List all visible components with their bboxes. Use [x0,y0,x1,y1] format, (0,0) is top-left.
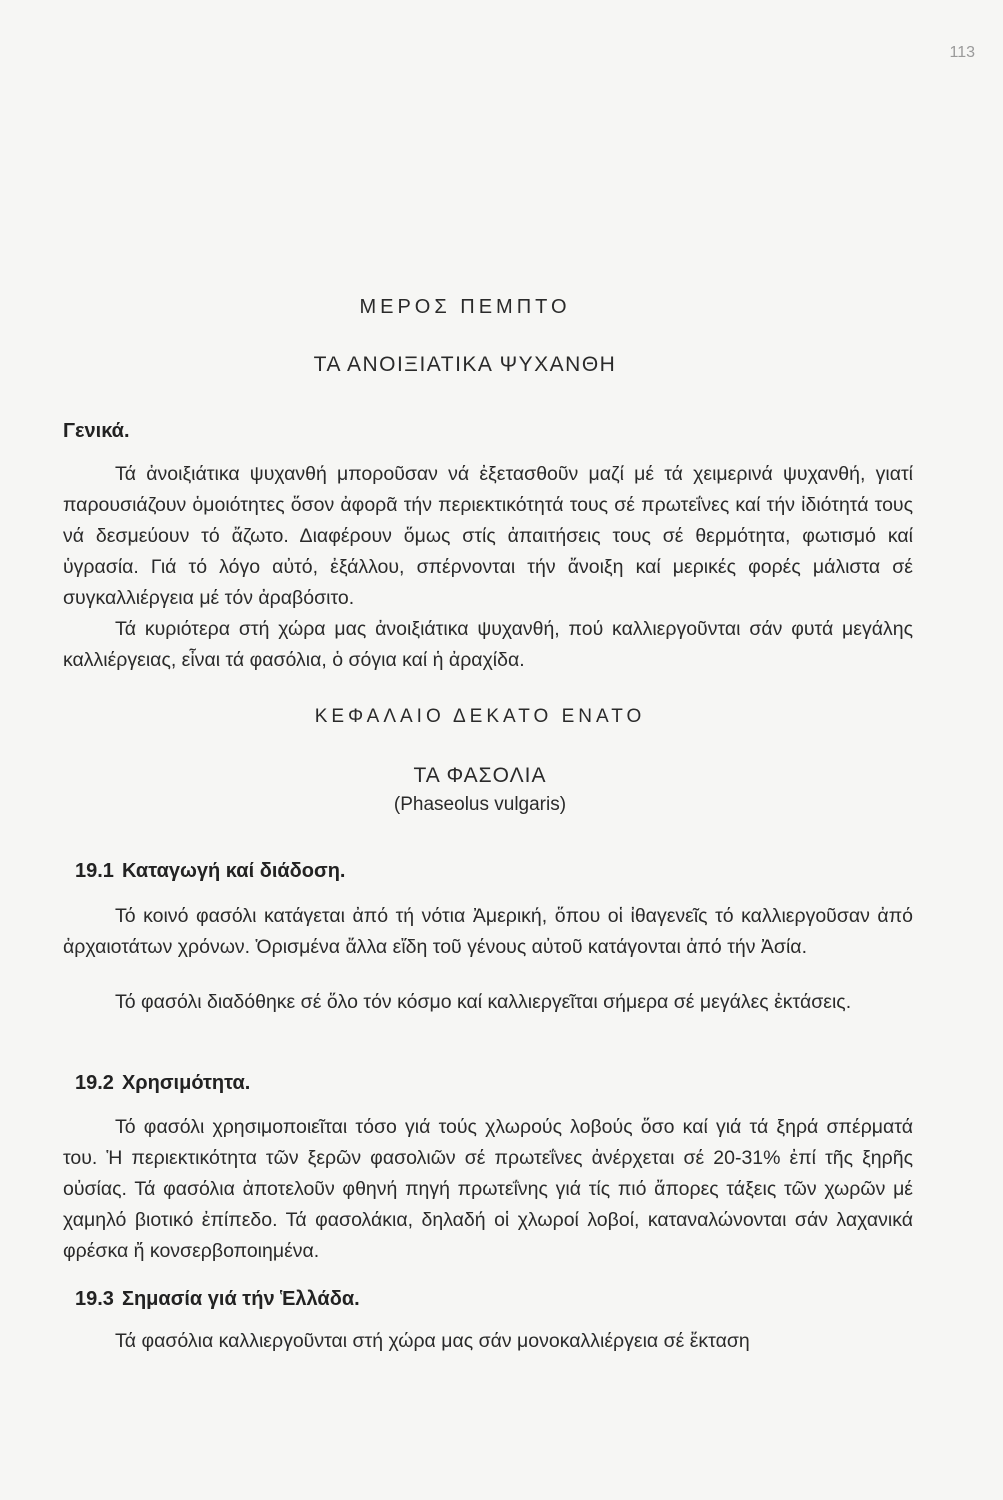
intro-text: Τά κυριότερα στή χώρα μας ἀνοιξιάτικα ψυχανθή, πού καλλιεργοῦνται σάν φυτά μεγάλης καλλιέργειας, εἶναι τά φασόλια, ὁ σόγια καί ἡ ἀραχίδα. [63,618,913,671]
section-title: Καταγωγή καί διάδοση. [121,860,346,882]
intro-text: Τά ἀνοιξιάτικα ψυχανθή μποροῦσαν νά ἐξετασθοῦν μαζί μέ τά χειμερινά ψυχανθή, γιατί παρουσιάζουν ὁμοιότητες ὅσον ἀφορᾶ τήν περιεκτικότητά τους σέ πρωτεΐνες καί τήν ἰδιότητά τους νά δεσμεύουν τό ἄζωτο. Διαφέρουν ὅμως στίς ἀπαιτήσεις τους σέ θερμότητα, φωτισμό καί ὑγρασία. Γιά τό λόγο αὐτό, ἐξάλλου, σπέρνονται τήν ἄνοιξη καί μερικές φορές μάλιστα σέ συγκαλλιέργεια μέ τόν ἀραβόσιτο. [63,463,913,609]
section-text: Τά φασόλια καλλιεργοῦνται στή χώρα μας σάν μονοκαλλιέργεια σέ ἔκταση [115,1330,750,1352]
section-paragraph [63,1112,913,1267]
latin-name: (Phaseolus vulgaris) [393,794,567,815]
section-paragraph [63,901,913,963]
chapter-title: ΚΕΦΑΛΑΙΟ ΔΕΚΑΤΟ ΕΝΑΤΟ [314,706,646,727]
intro-paragraph [63,459,913,614]
section-title: Χρησιμότητα. [121,1072,251,1094]
section-text: Τό κοινό φασόλι κατάγεται ἀπό τή νότια Ἀμερική, ὅπου οἱ ἰθαγενεῖς τό καλλιεργοῦσαν ἀπό ἀρχαιοτάτων χρόνων. Ὁρισμένα ἄλλα εἴδη τοῦ γένους αὐτοῦ κατάγονται ἀπό τήν Ἀσία. [63,905,913,958]
page-number: 113 [949,44,975,61]
section-number: 19.3 [75,1288,114,1310]
chapter-subtitle: ΤΑ ΦΑΣΟΛΙΑ [413,764,547,787]
part-subtitle: ΤΑ ΑΝΟΙΞΙΑΤΙΚΑ ΨΥΧΑΝΘΗ [313,353,617,376]
section-title: Σημασία γιά τήν Ἑλλάδα. [121,1288,360,1310]
section-number: 19.1 [75,860,114,882]
section-number: 19.2 [75,1072,114,1094]
section-text: Τό φασόλι διαδόθηκε σέ ὅλο τόν κόσμο καί καλλιεργεῖται σήμερα σέ μεγάλες ἐκτάσεις. [115,991,852,1013]
intro-paragraph [63,614,913,676]
part-title: ΜΕΡΟΣ ΠΕΜΠΤΟ [359,296,571,318]
section-heading [75,1072,250,1095]
section-paragraph [63,987,913,1018]
section-heading [75,860,345,883]
section-heading [75,1288,360,1311]
section-paragraph [63,1326,913,1357]
general-heading: Γενικά. [63,420,130,442]
section-text: Τό φασόλι χρησιμοποιεῖται τόσο γιά τούς χλωρούς λοβούς ὅσο καί γιά τά ξηρά σπέρματά του. Ἡ περιεκτικότητα τῶν ξερῶν φασολιῶν σέ πρωτεΐνες ἀνέρχεται σέ 20-31% ἐπί τῆς ξηρῆς οὐσίας. Τά φασόλια ἀποτελοῦν φθηνή πηγή πρωτεΐνης γιά τίς πιό ἄπορες τάξεις τῶν χωρῶν μέ χαμηλό βιοτικό ἐπίπεδο. Τά φασολάκια, δηλαδή οἱ χλωροί λοβοί, καταναλώνονται σάν λαχανικά φρέσκα ἤ κονσερβοποιημένα. [63,1116,913,1262]
